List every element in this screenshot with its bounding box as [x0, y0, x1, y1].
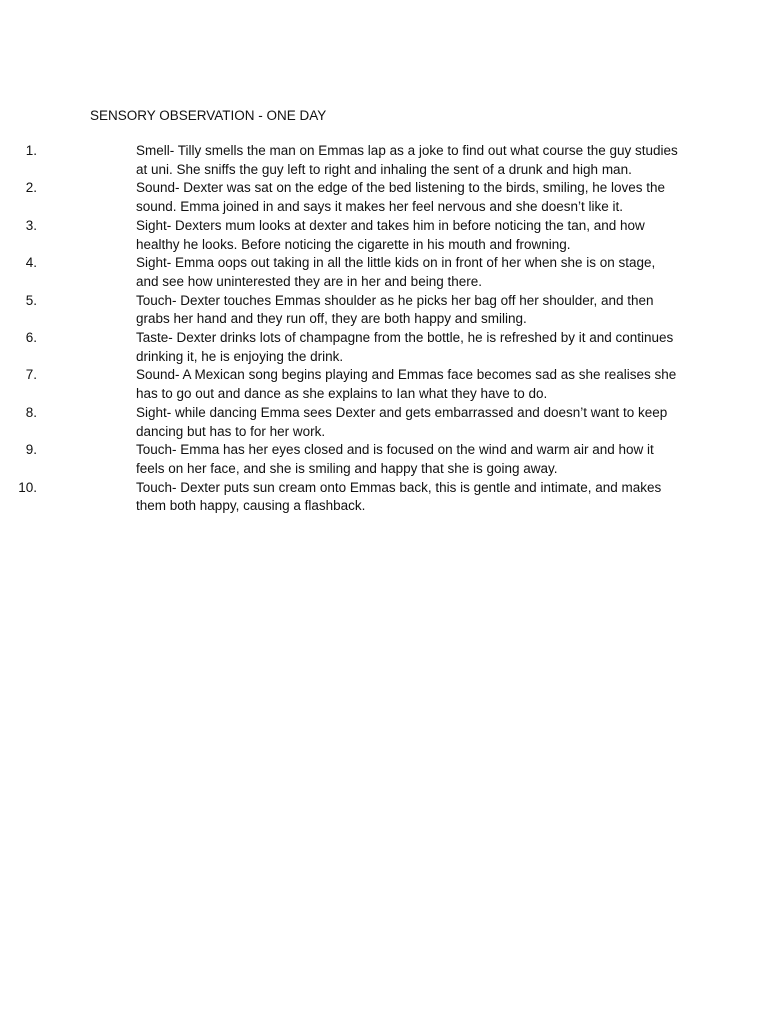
list-item	[0, 441, 681, 478]
list-item-text: Sight- while dancing Emma sees Dexter and gets embarrassed and doesn’t want to keep dancing but has to for her work.	[136, 404, 668, 439]
list-item-text: Sound- Dexter was sat on the edge of the bed listening to the birds, smiling, he loves the sound. Emma joined in and says it makes her feel nervous and she doesn’t like it.	[136, 180, 666, 215]
list-item-text: Sight- Emma oops out taking in all the little kids on in front of her when she is on stage, and see how uninterested they are in her and being there.	[136, 255, 656, 289]
list-item-number: 1.	[25, 143, 37, 158]
list-item	[0, 179, 681, 216]
list-item-text: Touch- Dexter puts sun cream onto Emmas back, this is gentle and intimate, and makes them both happy, causing a flashback.	[136, 479, 662, 514]
list-item-text: Sight- Dexters mum looks at dexter and takes him in before noticing the tan, and how healthy he looks. Before noticing the cigarette in his mouth and frowning.	[136, 217, 645, 252]
list-item	[0, 329, 681, 366]
list-item-number: 2.	[25, 180, 37, 196]
list-item-text: Touch- Emma has her eyes closed and is focused on the wind and warm air and how it feels on her face, and she is smiling and happy that she is going away.	[136, 442, 654, 476]
list-item-number: 6.	[25, 330, 37, 346]
list-item-text: Sound- A Mexican song begins playing and Emmas face becomes sad as she realises she has to go out and dance as she explains to Ian what they have to do.	[136, 367, 677, 402]
list-item-number: 7.	[25, 367, 37, 383]
list-item	[0, 254, 681, 291]
list-item-text: Touch- Dexter touches Emmas shoulder as he picks her bag off her shoulder, and then grabs her hand and they run off, they are both happy and smiling.	[136, 292, 654, 327]
list-item-number: 3.	[25, 217, 37, 233]
list-item-text: Taste- Dexter drinks lots of champagne from the bottle, he is refreshed by it and continues drinking it, he is enjoying the drink.	[136, 330, 674, 364]
list-item-number: 10.	[18, 479, 37, 495]
observation-list	[0, 142, 768, 516]
list-item	[0, 292, 681, 329]
list-item	[0, 217, 681, 254]
list-item	[0, 142, 681, 179]
document-title: SENSORY OBSERVATION - ONE DAY	[90, 108, 327, 123]
list-item	[0, 479, 681, 516]
list-item	[0, 366, 681, 403]
list-item-number: 5.	[25, 292, 37, 308]
list-item-number: 8.	[25, 404, 37, 420]
list-item-text: Smell- Tilly smells the man on Emmas lap as a joke to find out what course the guy studies at uni. She sniffs the guy left to right and inhaling the sent of a drunk and high man.	[136, 143, 678, 177]
list-item	[0, 404, 681, 441]
list-item-number: 4.	[25, 255, 37, 271]
list-item-number: 9.	[25, 442, 37, 458]
